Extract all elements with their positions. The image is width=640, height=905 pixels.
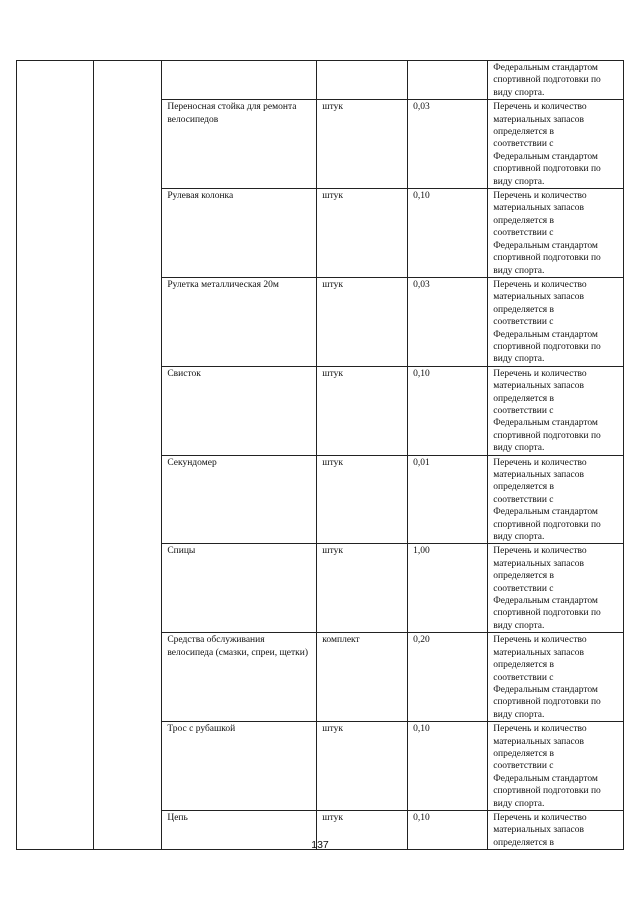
item-name: Спицы — [162, 544, 317, 633]
item-qty: 0,10 — [408, 366, 488, 455]
table-row — [17, 61, 624, 100]
item-unit: штук — [317, 100, 408, 189]
item-unit: штук — [317, 810, 408, 849]
item-unit: штук — [317, 455, 408, 544]
item-note: Перечень и количество материальных запасов определяется в соответствии с Федеральным стандартом спортивной подготовки по виду спорта. — [488, 633, 624, 722]
item-note: Перечень и количество материальных запасов определяется в соответствии с Федеральным стандартом спортивной подготовки по виду спорта. — [488, 722, 624, 811]
item-unit: штук — [317, 722, 408, 811]
item-name: Рулевая колонка — [162, 189, 317, 278]
item-qty: 0,10 — [408, 810, 488, 849]
item-qty: 0,10 — [408, 189, 488, 278]
item-name — [162, 61, 317, 100]
equipment-table — [16, 60, 624, 850]
item-qty: 0,03 — [408, 277, 488, 366]
item-qty — [408, 61, 488, 100]
item-qty: 0,10 — [408, 722, 488, 811]
item-unit — [317, 61, 408, 100]
item-unit: штук — [317, 189, 408, 278]
item-name: Средства обслуживания велосипеда (смазки, спреи, щетки) — [162, 633, 317, 722]
item-note: Перечень и количество материальных запасов определяется в соответствии с Федеральным стандартом спортивной подготовки по виду спорта. — [488, 366, 624, 455]
item-name: Цепь — [162, 810, 317, 849]
item-name: Трос с рубашкой — [162, 722, 317, 811]
item-note: Перечень и количество материальных запасов определяется в соответствии с Федеральным стандартом спортивной подготовки по виду спорта. — [488, 189, 624, 278]
merged-cell-col2 — [93, 61, 161, 850]
item-unit: комплект — [317, 633, 408, 722]
item-note: Перечень и количество материальных запасов определяется в соответствии с Федеральным стандартом спортивной подготовки по виду спорта. — [488, 455, 624, 544]
merged-cell-col1 — [17, 61, 94, 850]
item-qty: 1,00 — [408, 544, 488, 633]
item-note: Перечень и количество материальных запасов определяется в соответствии с Федеральным стандартом спортивной подготовки по виду спорта. — [488, 277, 624, 366]
item-name: Секундомер — [162, 455, 317, 544]
item-name: Переносная стойка для ремонта велосипедов — [162, 100, 317, 189]
item-unit: штук — [317, 544, 408, 633]
item-note: Перечень и количество материальных запасов определяется в соответствии с Федеральным стандартом спортивной подготовки по виду спорта. — [488, 544, 624, 633]
item-note: Федеральным стандартом спортивной подготовки по виду спорта. — [488, 61, 624, 100]
item-unit: штук — [317, 366, 408, 455]
item-note: Перечень и количество материальных запасов определяется в — [488, 810, 624, 849]
page-number: 137 — [311, 839, 329, 851]
item-unit: штук — [317, 277, 408, 366]
item-qty: 0,01 — [408, 455, 488, 544]
item-name: Свисток — [162, 366, 317, 455]
item-note: Перечень и количество материальных запасов определяется в соответствии с Федеральным стандартом спортивной подготовки по виду спорта. — [488, 100, 624, 189]
item-name: Рулетка металлическая 20м — [162, 277, 317, 366]
item-qty: 0,03 — [408, 100, 488, 189]
item-qty: 0,20 — [408, 633, 488, 722]
